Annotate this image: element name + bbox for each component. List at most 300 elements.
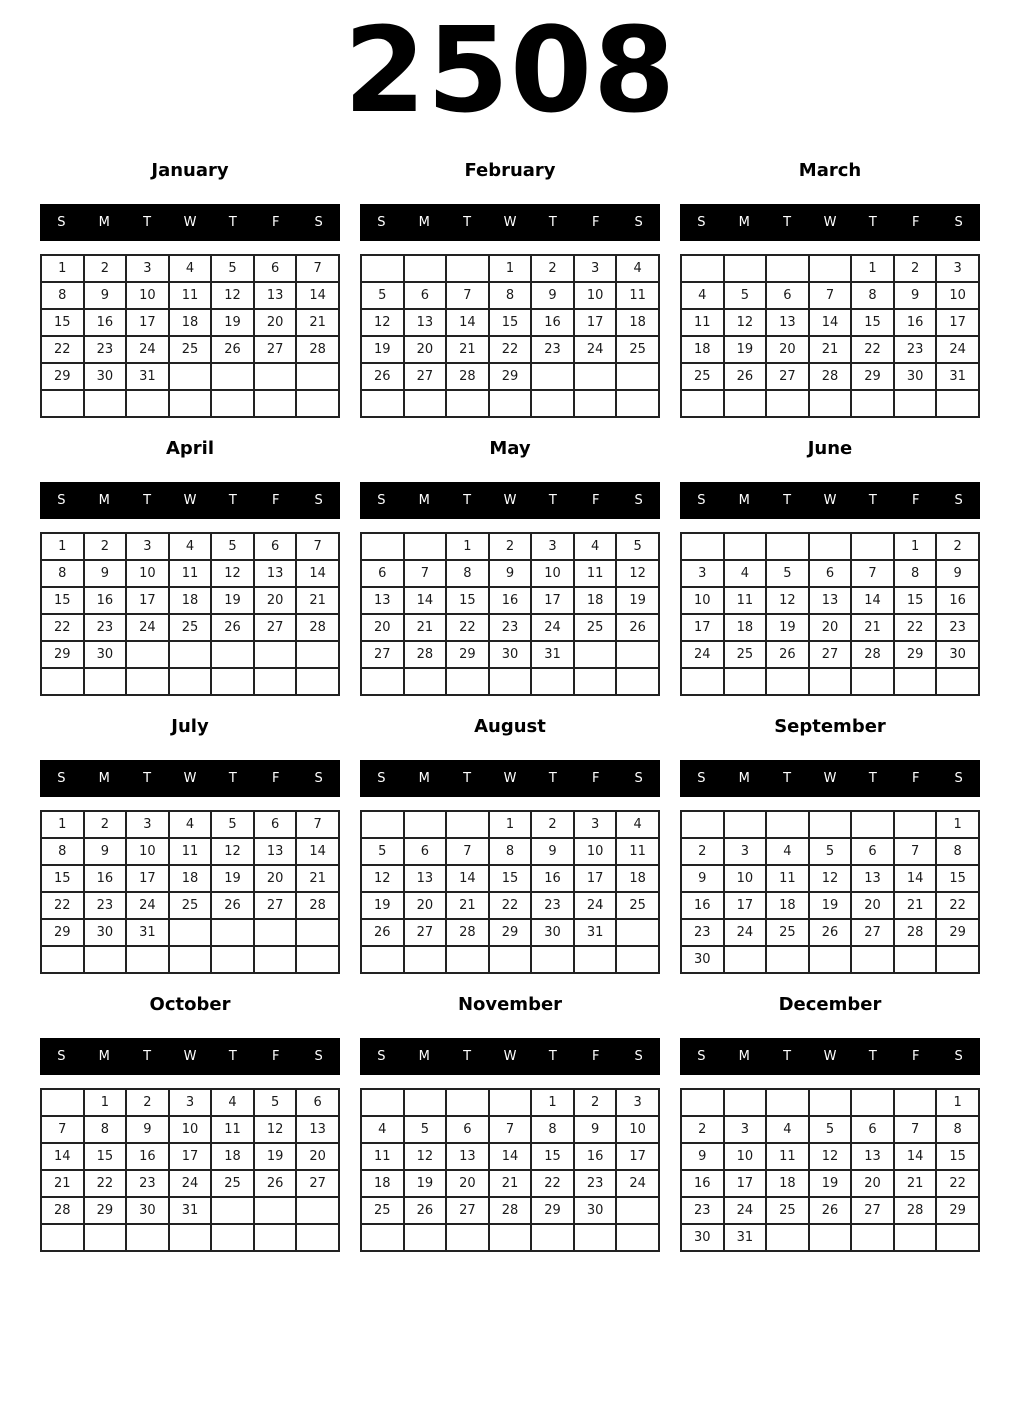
day-cell: 16 <box>84 587 127 614</box>
day-cell: 1 <box>84 1089 127 1116</box>
day-cell: 13 <box>446 1143 489 1170</box>
day-cell: 25 <box>211 1170 254 1197</box>
weekday-label: S <box>314 215 323 230</box>
empty-day-cell <box>169 946 212 973</box>
empty-day-cell <box>616 390 659 417</box>
weekday-header-bar <box>360 482 660 519</box>
weekday-label: T <box>783 1049 792 1064</box>
day-cell: 7 <box>809 282 852 309</box>
empty-day-cell <box>169 363 212 390</box>
weekday-header-bar <box>40 204 340 241</box>
weekday-label: M <box>98 1049 110 1064</box>
weekday-label: T <box>868 493 877 508</box>
day-cell: 10 <box>574 838 617 865</box>
day-cell: 27 <box>446 1197 489 1224</box>
day-cell: 3 <box>616 1089 659 1116</box>
empty-day-cell <box>489 1224 532 1251</box>
day-cell: 16 <box>531 865 574 892</box>
empty-day-cell <box>851 668 894 695</box>
weekday-label: F <box>271 771 280 786</box>
month-days-table <box>680 254 980 418</box>
weekday-label: S <box>314 771 323 786</box>
weekday-label: F <box>911 771 920 786</box>
month-name: June <box>807 438 853 459</box>
month-days-body <box>41 533 339 695</box>
empty-day-cell <box>169 668 212 695</box>
empty-day-cell <box>41 946 84 973</box>
day-cell: 25 <box>361 1197 404 1224</box>
empty-day-cell <box>616 363 659 390</box>
day-cell: 17 <box>126 587 169 614</box>
day-cell: 21 <box>489 1170 532 1197</box>
day-cell: 6 <box>254 811 297 838</box>
day-cell: 27 <box>404 363 447 390</box>
weekday-label: T <box>548 493 557 508</box>
empty-day-cell <box>296 919 339 946</box>
empty-day-cell <box>574 668 617 695</box>
week-row <box>41 1224 339 1251</box>
empty-day-cell <box>724 811 767 838</box>
weekday-label: M <box>418 1049 430 1064</box>
day-cell: 5 <box>361 282 404 309</box>
month-days-body <box>681 255 979 417</box>
day-cell: 5 <box>211 255 254 282</box>
weekday-label: F <box>591 1049 600 1064</box>
month-name: July <box>171 716 209 737</box>
empty-day-cell <box>531 1224 574 1251</box>
month-days-table <box>680 532 980 696</box>
day-cell: 8 <box>41 560 84 587</box>
weekday-label: S <box>954 771 963 786</box>
weekday-label: T <box>143 493 152 508</box>
month-block-march <box>680 160 980 418</box>
week-row <box>361 1170 659 1197</box>
week-row <box>41 668 339 695</box>
day-cell: 1 <box>446 533 489 560</box>
empty-day-cell <box>404 255 447 282</box>
empty-day-cell <box>574 363 617 390</box>
empty-day-cell <box>851 533 894 560</box>
empty-day-cell <box>404 1224 447 1251</box>
day-cell: 7 <box>296 255 339 282</box>
weekday-label: T <box>548 215 557 230</box>
empty-day-cell <box>361 1224 404 1251</box>
week-row <box>681 533 979 560</box>
week-row <box>361 1116 659 1143</box>
day-cell: 24 <box>574 892 617 919</box>
weekday-label: F <box>271 493 280 508</box>
week-row <box>361 309 659 336</box>
week-row <box>361 282 659 309</box>
day-cell: 7 <box>894 838 937 865</box>
day-cell: 30 <box>84 363 127 390</box>
day-cell: 18 <box>169 587 212 614</box>
empty-day-cell <box>809 1089 852 1116</box>
day-cell: 22 <box>41 892 84 919</box>
day-cell: 22 <box>851 336 894 363</box>
day-cell: 13 <box>404 865 447 892</box>
day-cell: 20 <box>809 614 852 641</box>
day-cell: 5 <box>211 811 254 838</box>
day-cell: 17 <box>724 892 767 919</box>
empty-day-cell <box>84 1224 127 1251</box>
empty-day-cell <box>809 533 852 560</box>
weekday-label: S <box>634 1049 643 1064</box>
day-cell: 19 <box>361 892 404 919</box>
day-cell: 25 <box>574 614 617 641</box>
weekday-label: T <box>783 771 792 786</box>
weekday-label: M <box>418 771 430 786</box>
day-cell: 10 <box>574 282 617 309</box>
day-cell: 4 <box>766 1116 809 1143</box>
week-row <box>681 1224 979 1251</box>
day-cell: 14 <box>446 865 489 892</box>
day-cell: 12 <box>361 309 404 336</box>
day-cell: 23 <box>936 614 979 641</box>
weekday-label: T <box>228 771 237 786</box>
empty-day-cell <box>574 946 617 973</box>
day-cell: 14 <box>894 865 937 892</box>
empty-day-cell <box>681 811 724 838</box>
day-cell: 30 <box>894 363 937 390</box>
day-cell: 30 <box>936 641 979 668</box>
empty-day-cell <box>211 390 254 417</box>
weekday-label: T <box>143 215 152 230</box>
month-days-table <box>40 532 340 696</box>
day-cell: 29 <box>84 1197 127 1224</box>
day-cell: 20 <box>446 1170 489 1197</box>
day-cell: 14 <box>296 838 339 865</box>
day-cell: 18 <box>766 1170 809 1197</box>
week-row <box>681 363 979 390</box>
weekday-label: S <box>954 1049 963 1064</box>
empty-day-cell <box>254 668 297 695</box>
day-cell: 9 <box>531 838 574 865</box>
weekday-label: M <box>418 493 430 508</box>
day-cell: 29 <box>41 919 84 946</box>
weekday-label: W <box>823 493 837 508</box>
day-cell: 25 <box>169 892 212 919</box>
day-cell: 17 <box>169 1143 212 1170</box>
day-cell: 2 <box>681 838 724 865</box>
week-row <box>41 919 339 946</box>
day-cell: 15 <box>41 309 84 336</box>
day-cell: 2 <box>531 811 574 838</box>
day-cell: 26 <box>404 1197 447 1224</box>
day-cell: 2 <box>126 1089 169 1116</box>
weekday-label: T <box>463 493 472 508</box>
week-row <box>41 811 339 838</box>
month-name: September <box>774 716 886 737</box>
day-cell: 24 <box>724 1197 767 1224</box>
empty-day-cell <box>936 1224 979 1251</box>
day-cell: 8 <box>531 1116 574 1143</box>
day-cell: 17 <box>681 614 724 641</box>
weekday-label: W <box>183 771 197 786</box>
empty-day-cell <box>296 1224 339 1251</box>
week-row <box>361 1197 659 1224</box>
day-cell: 8 <box>41 838 84 865</box>
weekday-label: W <box>183 1049 197 1064</box>
day-cell: 11 <box>616 282 659 309</box>
day-cell: 28 <box>446 919 489 946</box>
day-cell: 8 <box>936 1116 979 1143</box>
week-row <box>41 282 339 309</box>
empty-day-cell <box>446 390 489 417</box>
day-cell: 26 <box>766 641 809 668</box>
day-cell: 15 <box>851 309 894 336</box>
day-cell: 5 <box>809 838 852 865</box>
day-cell: 23 <box>84 892 127 919</box>
day-cell: 18 <box>361 1170 404 1197</box>
day-cell: 16 <box>574 1143 617 1170</box>
day-cell: 1 <box>41 255 84 282</box>
week-row <box>361 892 659 919</box>
empty-day-cell <box>531 363 574 390</box>
month-name: December <box>778 994 882 1015</box>
weekday-label: S <box>954 493 963 508</box>
day-cell: 11 <box>766 865 809 892</box>
day-cell: 29 <box>446 641 489 668</box>
day-cell: 20 <box>851 892 894 919</box>
day-cell: 21 <box>296 587 339 614</box>
empty-day-cell <box>41 1224 84 1251</box>
weekday-label: W <box>503 215 517 230</box>
day-cell: 13 <box>296 1116 339 1143</box>
empty-day-cell <box>296 641 339 668</box>
day-cell: 22 <box>446 614 489 641</box>
week-row <box>41 614 339 641</box>
week-row <box>361 533 659 560</box>
day-cell: 26 <box>211 614 254 641</box>
empty-day-cell <box>809 946 852 973</box>
empty-day-cell <box>41 668 84 695</box>
day-cell: 8 <box>489 838 532 865</box>
day-cell: 1 <box>41 533 84 560</box>
day-cell: 16 <box>84 865 127 892</box>
empty-day-cell <box>489 390 532 417</box>
empty-day-cell <box>574 390 617 417</box>
day-cell: 7 <box>41 1116 84 1143</box>
month-name: October <box>149 994 231 1015</box>
day-cell: 10 <box>169 1116 212 1143</box>
empty-day-cell <box>766 1089 809 1116</box>
day-cell: 4 <box>169 533 212 560</box>
weekday-label: W <box>823 215 837 230</box>
day-cell: 28 <box>894 1197 937 1224</box>
empty-day-cell <box>404 668 447 695</box>
day-cell: 5 <box>766 560 809 587</box>
week-row <box>41 1116 339 1143</box>
weekday-header-bar <box>680 760 980 797</box>
day-cell: 16 <box>126 1143 169 1170</box>
day-cell: 13 <box>809 587 852 614</box>
day-cell: 17 <box>724 1170 767 1197</box>
month-days-body <box>361 533 659 695</box>
day-cell: 15 <box>894 587 937 614</box>
empty-day-cell <box>211 363 254 390</box>
day-cell: 31 <box>724 1224 767 1251</box>
day-cell: 18 <box>169 309 212 336</box>
weekday-label: T <box>463 1049 472 1064</box>
empty-day-cell <box>254 1197 297 1224</box>
empty-day-cell <box>531 946 574 973</box>
day-cell: 4 <box>724 560 767 587</box>
empty-day-cell <box>489 668 532 695</box>
day-cell: 12 <box>724 309 767 336</box>
empty-day-cell <box>126 1224 169 1251</box>
day-cell: 31 <box>126 919 169 946</box>
day-cell: 2 <box>489 533 532 560</box>
day-cell: 27 <box>254 892 297 919</box>
day-cell: 9 <box>84 282 127 309</box>
day-cell: 6 <box>851 838 894 865</box>
day-cell: 21 <box>809 336 852 363</box>
empty-day-cell <box>681 533 724 560</box>
day-cell: 27 <box>851 919 894 946</box>
empty-day-cell <box>296 1197 339 1224</box>
day-cell: 6 <box>851 1116 894 1143</box>
empty-day-cell <box>211 1224 254 1251</box>
day-cell: 10 <box>724 865 767 892</box>
day-cell: 1 <box>489 255 532 282</box>
day-cell: 3 <box>126 533 169 560</box>
day-cell: 3 <box>531 533 574 560</box>
day-cell: 5 <box>211 533 254 560</box>
day-cell: 5 <box>361 838 404 865</box>
empty-day-cell <box>296 946 339 973</box>
weekday-label: M <box>738 771 750 786</box>
day-cell: 5 <box>616 533 659 560</box>
weekday-label: M <box>98 215 110 230</box>
weekday-label: T <box>463 771 472 786</box>
day-cell: 11 <box>766 1143 809 1170</box>
day-cell: 6 <box>361 560 404 587</box>
week-row <box>681 336 979 363</box>
month-block-june <box>680 438 980 696</box>
day-cell: 17 <box>531 587 574 614</box>
empty-day-cell <box>851 1089 894 1116</box>
empty-day-cell <box>809 668 852 695</box>
month-days-table <box>360 810 660 974</box>
day-cell: 14 <box>296 282 339 309</box>
day-cell: 1 <box>531 1089 574 1116</box>
empty-day-cell <box>446 255 489 282</box>
week-row <box>681 560 979 587</box>
week-row <box>41 838 339 865</box>
day-cell: 24 <box>126 336 169 363</box>
day-cell: 9 <box>84 838 127 865</box>
empty-day-cell <box>851 946 894 973</box>
week-row <box>361 1089 659 1116</box>
weekday-header-bar <box>40 760 340 797</box>
year-title: 2508 <box>343 1 677 139</box>
day-cell: 24 <box>724 919 767 946</box>
day-cell: 8 <box>894 560 937 587</box>
month-name: March <box>798 160 862 181</box>
week-row <box>361 363 659 390</box>
day-cell: 18 <box>574 587 617 614</box>
weekday-label: S <box>314 1049 323 1064</box>
weekday-label: W <box>503 1049 517 1064</box>
day-cell: 1 <box>894 533 937 560</box>
day-cell: 28 <box>894 919 937 946</box>
day-cell: 18 <box>169 865 212 892</box>
week-row <box>361 336 659 363</box>
day-cell: 28 <box>296 892 339 919</box>
month-block-february <box>360 160 660 418</box>
day-cell: 11 <box>169 282 212 309</box>
weekday-label: M <box>98 493 110 508</box>
day-cell: 27 <box>254 336 297 363</box>
week-row <box>41 1197 339 1224</box>
day-cell: 31 <box>574 919 617 946</box>
weekday-label: T <box>548 771 557 786</box>
day-cell: 28 <box>489 1197 532 1224</box>
day-cell: 22 <box>41 336 84 363</box>
day-cell: 21 <box>296 309 339 336</box>
week-row <box>361 838 659 865</box>
weekday-header-bar <box>360 760 660 797</box>
day-cell: 12 <box>211 560 254 587</box>
day-cell: 20 <box>404 892 447 919</box>
empty-day-cell <box>404 946 447 973</box>
day-cell: 14 <box>809 309 852 336</box>
day-cell: 18 <box>724 614 767 641</box>
day-cell: 21 <box>404 614 447 641</box>
weekday-label: F <box>591 771 600 786</box>
day-cell: 4 <box>169 255 212 282</box>
day-cell: 1 <box>851 255 894 282</box>
week-row <box>681 1089 979 1116</box>
weekday-label: S <box>377 215 386 230</box>
day-cell: 14 <box>404 587 447 614</box>
empty-day-cell <box>361 946 404 973</box>
day-cell: 6 <box>254 255 297 282</box>
week-row <box>41 390 339 417</box>
empty-day-cell <box>361 1089 404 1116</box>
month-days-table <box>360 254 660 418</box>
empty-day-cell <box>404 811 447 838</box>
empty-day-cell <box>894 946 937 973</box>
day-cell: 20 <box>254 865 297 892</box>
empty-day-cell <box>681 390 724 417</box>
day-cell: 21 <box>851 614 894 641</box>
day-cell: 3 <box>574 255 617 282</box>
day-cell: 3 <box>574 811 617 838</box>
day-cell: 30 <box>84 919 127 946</box>
weekday-label: S <box>954 215 963 230</box>
month-days-body <box>361 811 659 973</box>
day-cell: 2 <box>936 533 979 560</box>
week-row <box>361 390 659 417</box>
day-cell: 9 <box>84 560 127 587</box>
month-days-body <box>41 811 339 973</box>
day-cell: 10 <box>126 282 169 309</box>
week-row <box>681 255 979 282</box>
day-cell: 16 <box>936 587 979 614</box>
day-cell: 27 <box>766 363 809 390</box>
empty-day-cell <box>211 919 254 946</box>
day-cell: 15 <box>446 587 489 614</box>
month-block-january <box>40 160 340 418</box>
day-cell: 10 <box>531 560 574 587</box>
weekday-header-bar <box>360 1038 660 1075</box>
day-cell: 27 <box>404 919 447 946</box>
empty-day-cell <box>446 811 489 838</box>
day-cell: 30 <box>531 919 574 946</box>
day-cell: 30 <box>489 641 532 668</box>
